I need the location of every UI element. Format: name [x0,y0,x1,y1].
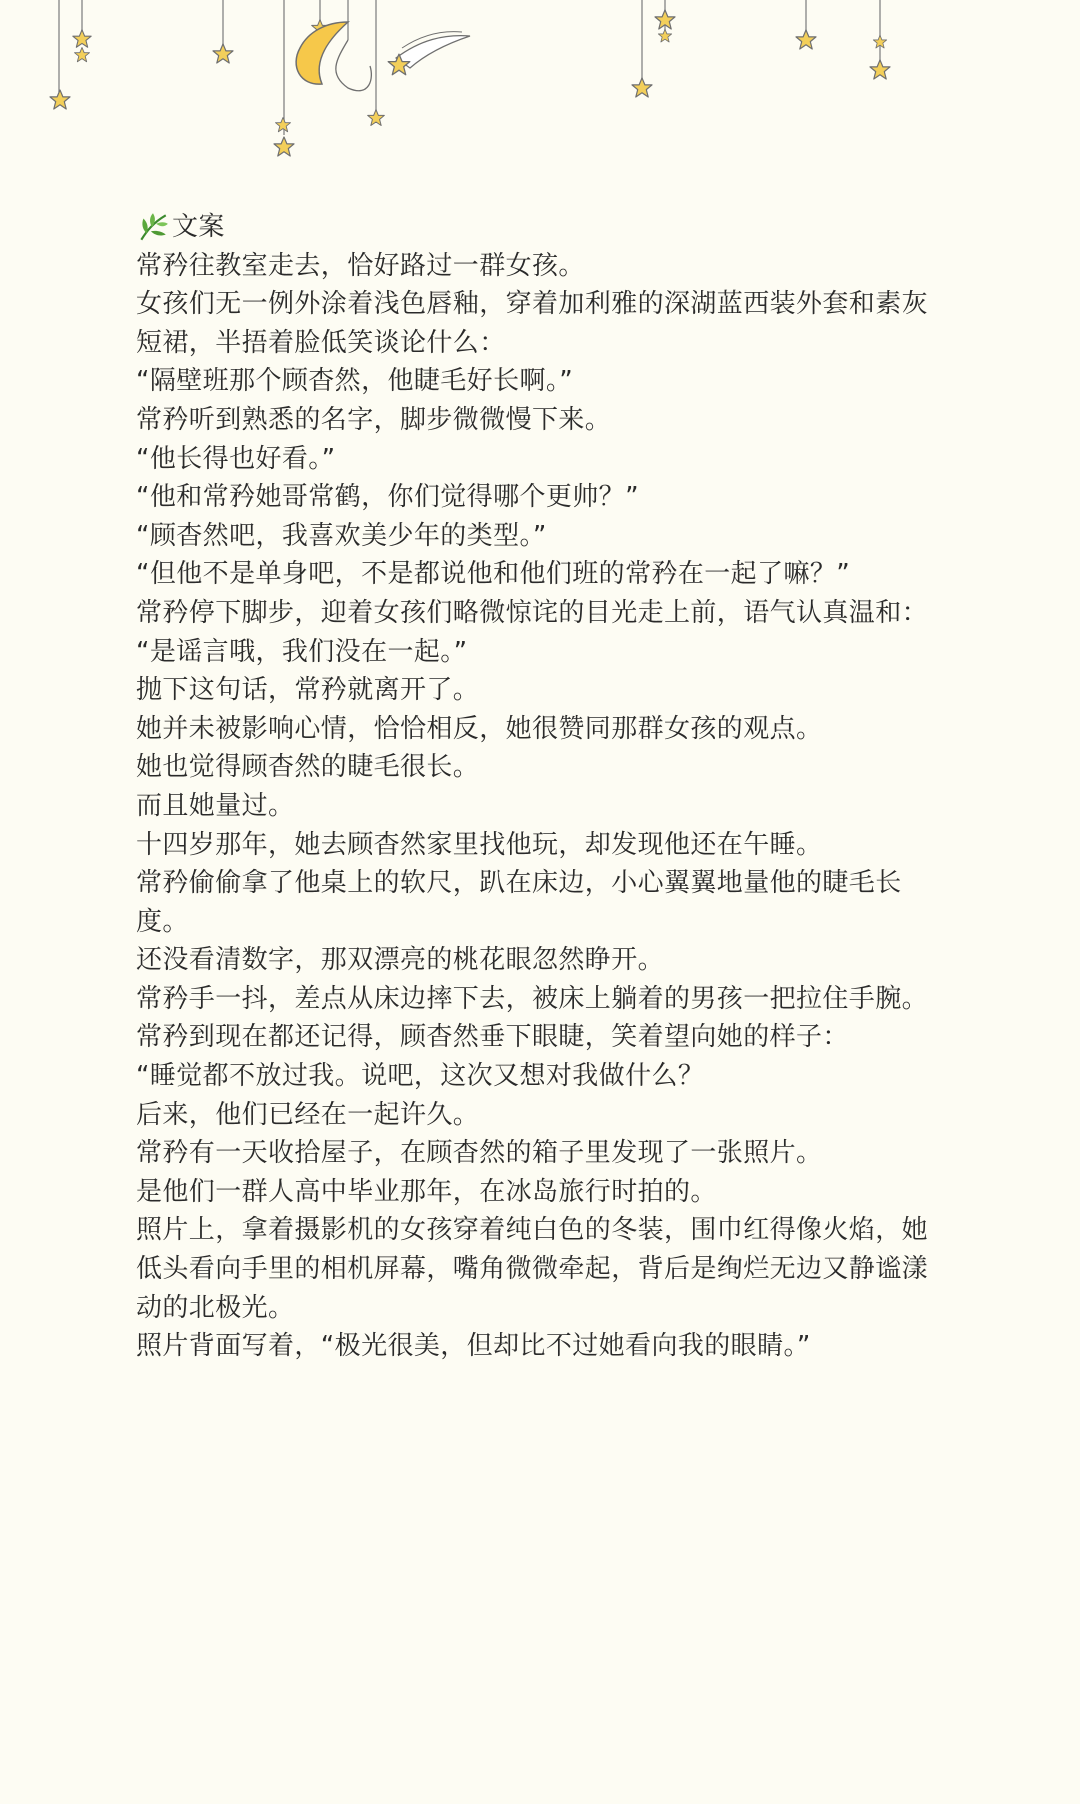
paragraph: “隔壁班那个顾杳然，他睫毛好长啊。” [136,366,574,397]
paragraph: 女孩们无一例外涂着浅色唇釉，穿着加利雅的深湖蓝西装外套和素灰短裙，半捂着脸低笑谈论什么： [136,289,929,358]
hanging-stars-moon-decoration [0,0,1080,180]
paragraph: 常矜听到熟悉的名字，脚步微微慢下来。 [136,404,612,435]
section-title: 文案 [172,212,225,242]
paragraph: 抛下这句话，常矜就离开了。 [136,675,480,706]
article-body [136,208,936,1366]
paragraph: 还没看清数字，那双漂亮的桃花眼忽然睁开。 [136,945,665,976]
paragraph: 她也觉得顾杳然的睫毛很长。 [136,752,480,783]
paragraph: 照片背面写着，“极光很美，但却比不过她看向我的眼睛。” [136,1331,811,1362]
paragraph: “他长得也好看。” [136,443,336,474]
paragraph: 常矜到现在都还记得，顾杳然垂下眼睫，笑着望向她的样子： [136,1022,849,1053]
paragraph: 她并未被影响心情，恰恰相反，她很赞同那群女孩的观点。 [136,713,823,744]
paragraph: 是他们一群人高中毕业那年，在冰岛旅行时拍的。 [136,1176,717,1207]
paragraph: 常矜往教室走去，恰好路过一群女孩。 [136,250,585,281]
paragraph: “是谣言哦，我们没在一起。” [136,636,468,667]
herb-leaf-icon [136,210,170,244]
paragraph: “但他不是单身吧，不是都说他和他们班的常矜在一起了嘛？” [136,559,851,590]
shooting-star-icon [388,32,470,75]
paragraph: 常矜偷偷拿了他桌上的软尺，趴在床边，小心翼翼地量他的睫毛长度。 [136,868,902,937]
paragraph: 照片上，拿着摄影机的女孩穿着纯白色的冬装，围巾红得像火焰，她低头看向手里的相机屏幕，嘴角微微牵起，背后是绚烂无边又静谧漾动的北极光。 [136,1215,929,1323]
paragraph: 后来，他们已经在一起许久。 [136,1099,480,1130]
moon-icon [296,22,371,91]
paragraph: “他和常矜她哥常鹤，你们觉得哪个更帅？” [136,482,639,513]
paragraph: 常矜手一抖，差点从床边摔下去，被床上躺着的男孩一把拉住手腕。 [136,983,929,1014]
section-heading [136,208,936,247]
paragraph: 常矜停下脚步，迎着女孩们略微惊诧的目光走上前，语气认真温和： [136,597,929,628]
paragraph: 而且她量过。 [136,790,295,821]
paragraph: “睡觉都不放过我。说吧，这次又想对我做什么？ [136,1061,705,1092]
star-icon [50,10,890,156]
paragraph: “顾杳然吧，我喜欢美少年的类型。” [136,520,547,551]
paragraph: 十四岁那年，她去顾杳然家里找他玩，却发现他还在午睡。 [136,829,823,860]
paragraph: 常矜有一天收拾屋子，在顾杳然的箱子里发现了一张照片。 [136,1138,823,1169]
